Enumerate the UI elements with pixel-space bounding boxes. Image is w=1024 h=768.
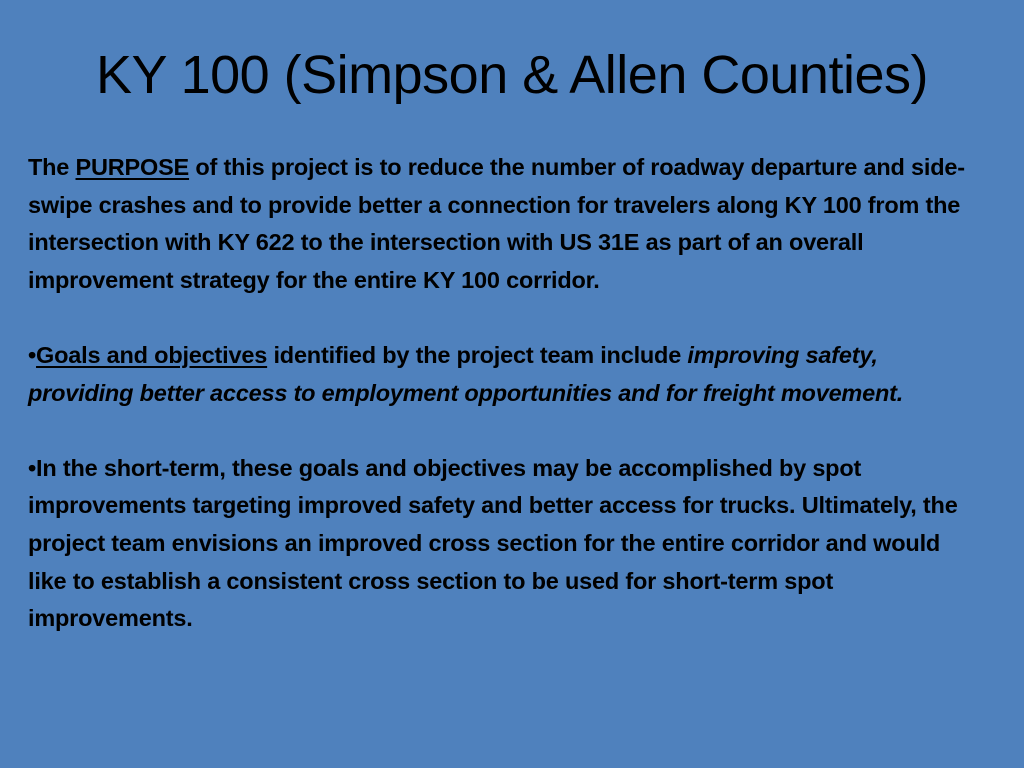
short-term-text: In the short-term, these goals and objectives may be accomplished by spot improvements targeting improved safety and better access for trucks. Ultimately, the project team envisions an improved cross section for the entire corridor and would like to establish a consistent cross section to be used for short-term spot improvements. xyxy=(28,454,958,632)
goals-keyword: Goals and objectives xyxy=(36,341,268,368)
slide-title: KY 100 (Simpson & Allen Counties) xyxy=(96,45,928,105)
goals-end: . xyxy=(896,379,904,406)
purpose-keyword: PURPOSE xyxy=(75,154,190,180)
short-term-paragraph xyxy=(28,450,978,638)
goals-emphasis: improving safety, providing better access to employment opportunities and for freight movement xyxy=(28,341,897,406)
purpose-text: of this project is to reduce the number of roadway departure and side-swipe crashes and to provide better a connection for travelers along KY 100 from the intersection with KY 622 to the intersection with US 31E as part of an overall improvement strategy for the entire KY 100 corridor. xyxy=(28,154,965,293)
paragraph-spacer xyxy=(28,299,978,337)
goals-bullet: • xyxy=(28,341,37,368)
goals-text: identified by the project team include xyxy=(267,341,688,368)
purpose-prefix: The xyxy=(28,154,76,180)
paragraph-spacer xyxy=(28,412,978,450)
purpose-paragraph xyxy=(28,149,978,299)
short-term-bullet: • xyxy=(28,454,37,481)
slide-body xyxy=(28,149,978,638)
goals-paragraph xyxy=(28,337,978,412)
